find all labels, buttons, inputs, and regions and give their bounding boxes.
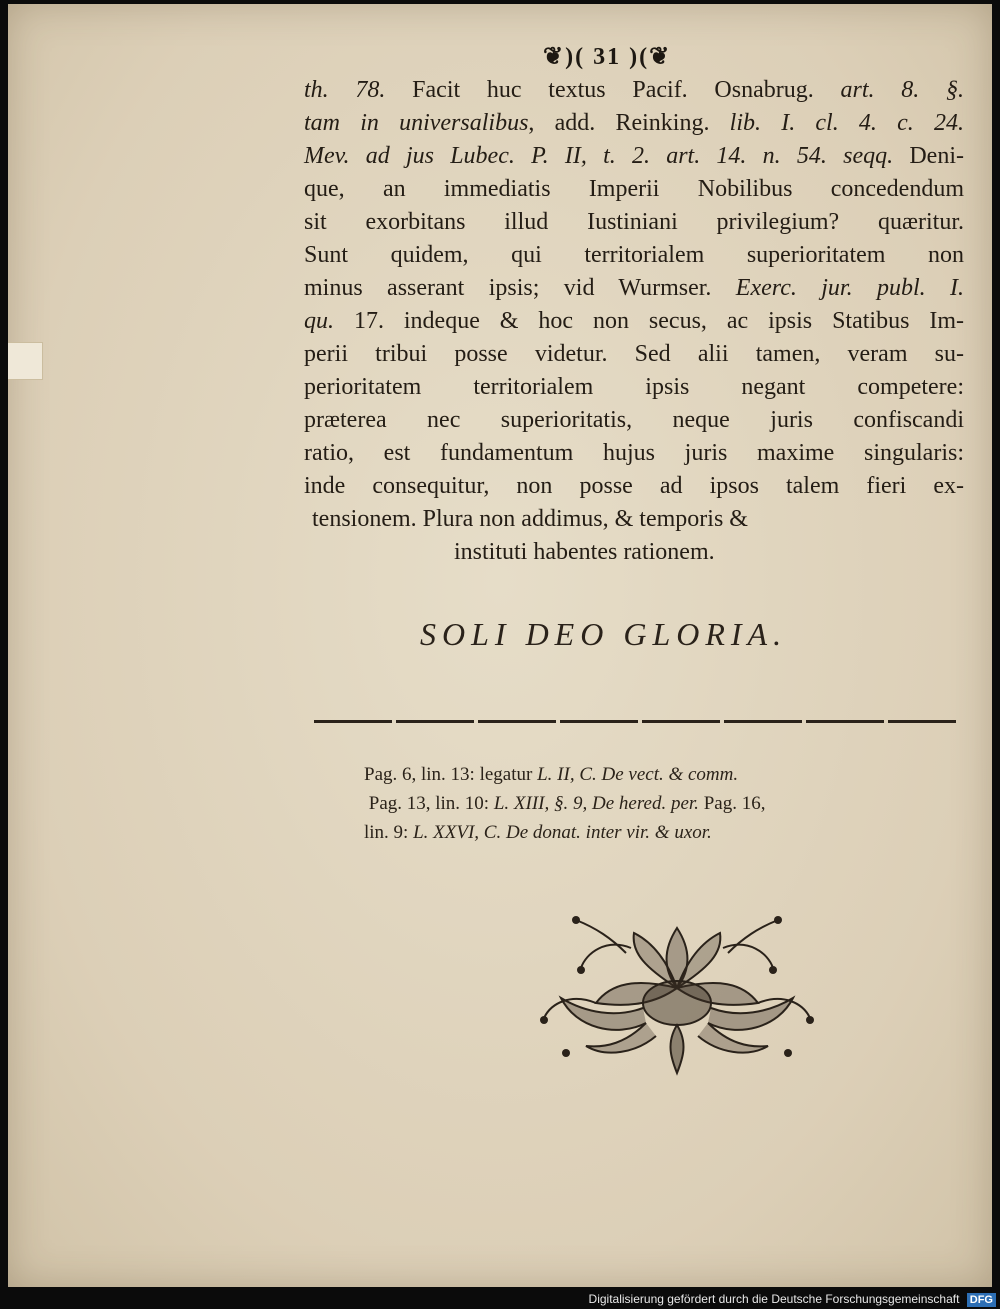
text-line-7: minus asserant ipsis; vid Wurmser. Exerc. jur. publ. I.	[304, 275, 965, 301]
text-line-11: præterea nec superioritatis, neque juris confiscandi	[304, 407, 964, 433]
errata-line-2: Pag. 13, lin. 10: L. XIII, §. 9, De hered. per. Pag. 16,	[368, 793, 766, 814]
dfg-logo: DFG	[967, 1293, 996, 1307]
book-page	[8, 4, 992, 1287]
page-tab-marker	[8, 342, 43, 380]
text-line-12: ratio, est fundamentum hujus juris maxime singularis:	[304, 440, 964, 466]
text-line-10: perioritatem territorialem ipsis negant competere:	[304, 374, 964, 400]
errata-block	[364, 760, 954, 847]
errata-line-3: lin. 9: L. XXVI, C. De donat. inter vir. & uxor.	[364, 822, 712, 843]
page-number: ❦)( 31 )(❦	[543, 44, 672, 70]
body-text	[304, 74, 964, 569]
floral-ornament-icon	[536, 908, 818, 1078]
footer-credit: Digitalisierung gefördert durch die Deutsche Forschungsgemeinschaft	[588, 1292, 960, 1306]
separator-rule	[314, 720, 956, 723]
text-line-14: tensionem. Plura non addimus, & temporis &	[312, 506, 748, 532]
closing-motto: SOLI DEO GLORIA.	[420, 616, 788, 652]
errata-line-1: Pag. 6, lin. 13: legatur L. II, C. De vect. & comm.	[364, 764, 739, 785]
text-line-6: Sunt quidem, qui territorialem superioritatem non	[304, 242, 964, 268]
text-line-13: inde consequitur, non posse ad ipsos talem fieri ex-	[304, 473, 964, 499]
text-line-4: que, an immediatis Imperii Nobilibus concedendum	[304, 176, 964, 202]
text-line-9: perii tribui posse videtur. Sed alii tamen, veram su-	[304, 341, 964, 367]
text-line-3: Mev. ad jus Lubec. P. II, t. 2. art. 14. n. 54. seqq. Deni-	[304, 143, 964, 169]
text-line-2: tam in universalibus, add. Reinking. lib. I. cl. 4. c. 24.	[304, 110, 964, 136]
text-line-1: th. 78. Facit huc textus Pacif. Osnabrug. art. 8. §.	[304, 77, 964, 103]
footer-bar	[0, 1290, 1000, 1309]
text-line-5: sit exorbitans illud Iustiniani privilegium? quæritur.	[304, 209, 964, 235]
text-line-8: qu. 17. indeque & hoc non secus, ac ipsis Statibus Im-	[304, 308, 964, 334]
text-line-15: instituti habentes rationem.	[454, 539, 715, 565]
